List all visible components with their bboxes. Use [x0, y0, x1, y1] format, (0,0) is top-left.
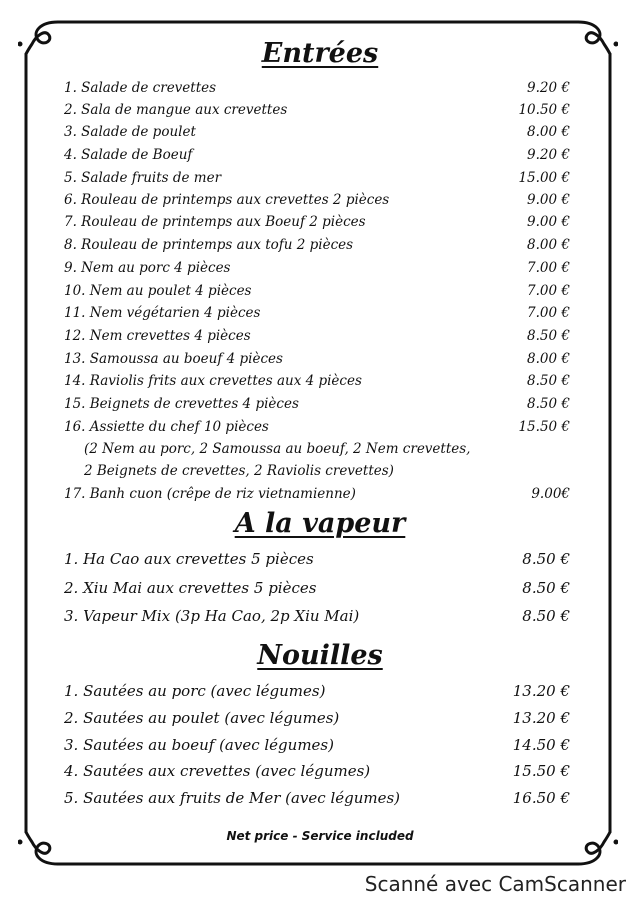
item-name: 3. Vapeur Mix (3p Ha Cao, 2p Xiu Mai) — [64, 607, 360, 625]
item-name: 15. Beignets de crevettes 4 pièces — [64, 396, 299, 412]
item-name: 2. Sala de mangue aux crevettes — [64, 102, 288, 118]
item-name: 5. Sautées aux fruits de Mer (avec légumes) — [64, 789, 401, 807]
entree-item — [64, 486, 584, 508]
item-name: 10. Nem au poulet 4 pièces — [64, 283, 252, 299]
item-name: 13. Samoussa au boeuf 4 pièces — [64, 351, 283, 367]
item-name: 1. Sautées au porc (avec légumes) — [64, 682, 326, 700]
item-name: 12. Nem crevettes 4 pièces — [64, 328, 251, 344]
item-name: 2. Sautées au poulet (avec légumes) — [64, 709, 340, 727]
entree-item — [64, 124, 584, 146]
item-price: 8.00 € — [527, 351, 570, 367]
nouilles-item — [64, 709, 584, 731]
item-price: 13.20 € — [512, 709, 570, 727]
item-price: 16.50 € — [512, 789, 570, 807]
item-price: 8.50 € — [527, 373, 570, 389]
entree-item — [64, 419, 584, 441]
entree-item — [64, 283, 584, 305]
item-price: 8.50 € — [522, 607, 570, 625]
entree-item — [64, 328, 584, 350]
assiette-note: (2 Nem au porc, 2 Samoussa au boeuf, 2 Nem crevettes, — [84, 441, 471, 457]
vapeur-item — [64, 550, 584, 572]
item-name: 5. Salade fruits de mer — [64, 170, 222, 186]
nouilles-item — [64, 762, 584, 784]
item-name: 4. Salade de Boeuf — [64, 147, 193, 163]
entrees-heading: Entrées — [261, 38, 379, 69]
item-price: 15.50 € — [518, 419, 570, 435]
entree-item — [64, 373, 584, 395]
item-name: 7. Rouleau de printemps aux Boeuf 2 pièces — [64, 214, 366, 230]
nouilles-item — [64, 736, 584, 758]
vapeur-heading: A la vapeur — [234, 508, 406, 539]
item-name: 1. Ha Cao aux crevettes 5 pièces — [64, 550, 314, 568]
item-name: 8. Rouleau de printemps aux tofu 2 pièces — [64, 237, 354, 253]
item-price: 15.50 € — [512, 762, 570, 780]
item-name: 3. Sautées au boeuf (avec légumes) — [64, 736, 334, 754]
item-price: 7.00 € — [527, 283, 570, 299]
item-price: 8.00 € — [527, 237, 570, 253]
vapeur-item — [64, 607, 584, 629]
entree-item — [64, 192, 584, 214]
vapeur-item — [64, 579, 584, 601]
item-price: 9.00€ — [531, 486, 570, 502]
item-price: 8.00 € — [527, 124, 570, 140]
entree-item — [64, 170, 584, 192]
item-price: 8.50 € — [527, 328, 570, 344]
item-price: 7.00 € — [527, 260, 570, 276]
item-price: 9.00 € — [527, 214, 570, 230]
item-name: 1. Salade de crevettes — [64, 80, 217, 96]
item-price: 9.20 € — [527, 147, 570, 163]
entree-item — [64, 80, 584, 102]
item-price: 13.20 € — [512, 682, 570, 700]
item-price: 14.50 € — [512, 736, 570, 754]
item-name: 3. Salade de poulet — [64, 124, 196, 140]
item-name: 17. Banh cuon (crêpe de riz vietnamienne) — [64, 486, 356, 502]
item-name: 14. Raviolis frits aux crevettes aux 4 pièces — [64, 373, 362, 389]
entree-item — [64, 102, 584, 124]
item-name: 16. Assiette du chef 10 pièces — [64, 419, 269, 435]
item-price: 8.50 € — [522, 579, 570, 597]
entree-item — [64, 260, 584, 282]
entree-item — [64, 147, 584, 169]
item-name: 6. Rouleau de printemps aux crevettes 2 pièces — [64, 192, 390, 208]
item-price: 10.50 € — [518, 102, 570, 118]
entree-item — [64, 396, 584, 418]
nouilles-item — [64, 682, 584, 704]
item-price: 8.50 € — [527, 396, 570, 412]
item-price: 7.00 € — [527, 305, 570, 321]
nouilles-heading: Nouilles — [257, 640, 383, 671]
item-price: 8.50 € — [522, 550, 570, 568]
item-price: 9.20 € — [527, 80, 570, 96]
item-name: 2. Xiu Mai aux crevettes 5 pièces — [64, 579, 317, 597]
item-price: 15.00 € — [518, 170, 570, 186]
item-name: 4. Sautées aux crevettes (avec légumes) — [64, 762, 371, 780]
entree-item — [64, 351, 584, 373]
entree-item — [64, 237, 584, 259]
assiette-note: 2 Beignets de crevettes, 2 Raviolis crevettes) — [84, 463, 394, 479]
scan-watermark: Scanné avec CamScanner — [364, 872, 626, 896]
footer-note: Net price - Service included — [226, 829, 414, 843]
item-name: 11. Nem végétarien 4 pièces — [64, 305, 261, 321]
nouilles-item — [64, 789, 584, 811]
item-name: 9. Nem au porc 4 pièces — [64, 260, 231, 276]
entree-item — [64, 214, 584, 236]
item-price: 9.00 € — [527, 192, 570, 208]
entree-item — [64, 305, 584, 327]
